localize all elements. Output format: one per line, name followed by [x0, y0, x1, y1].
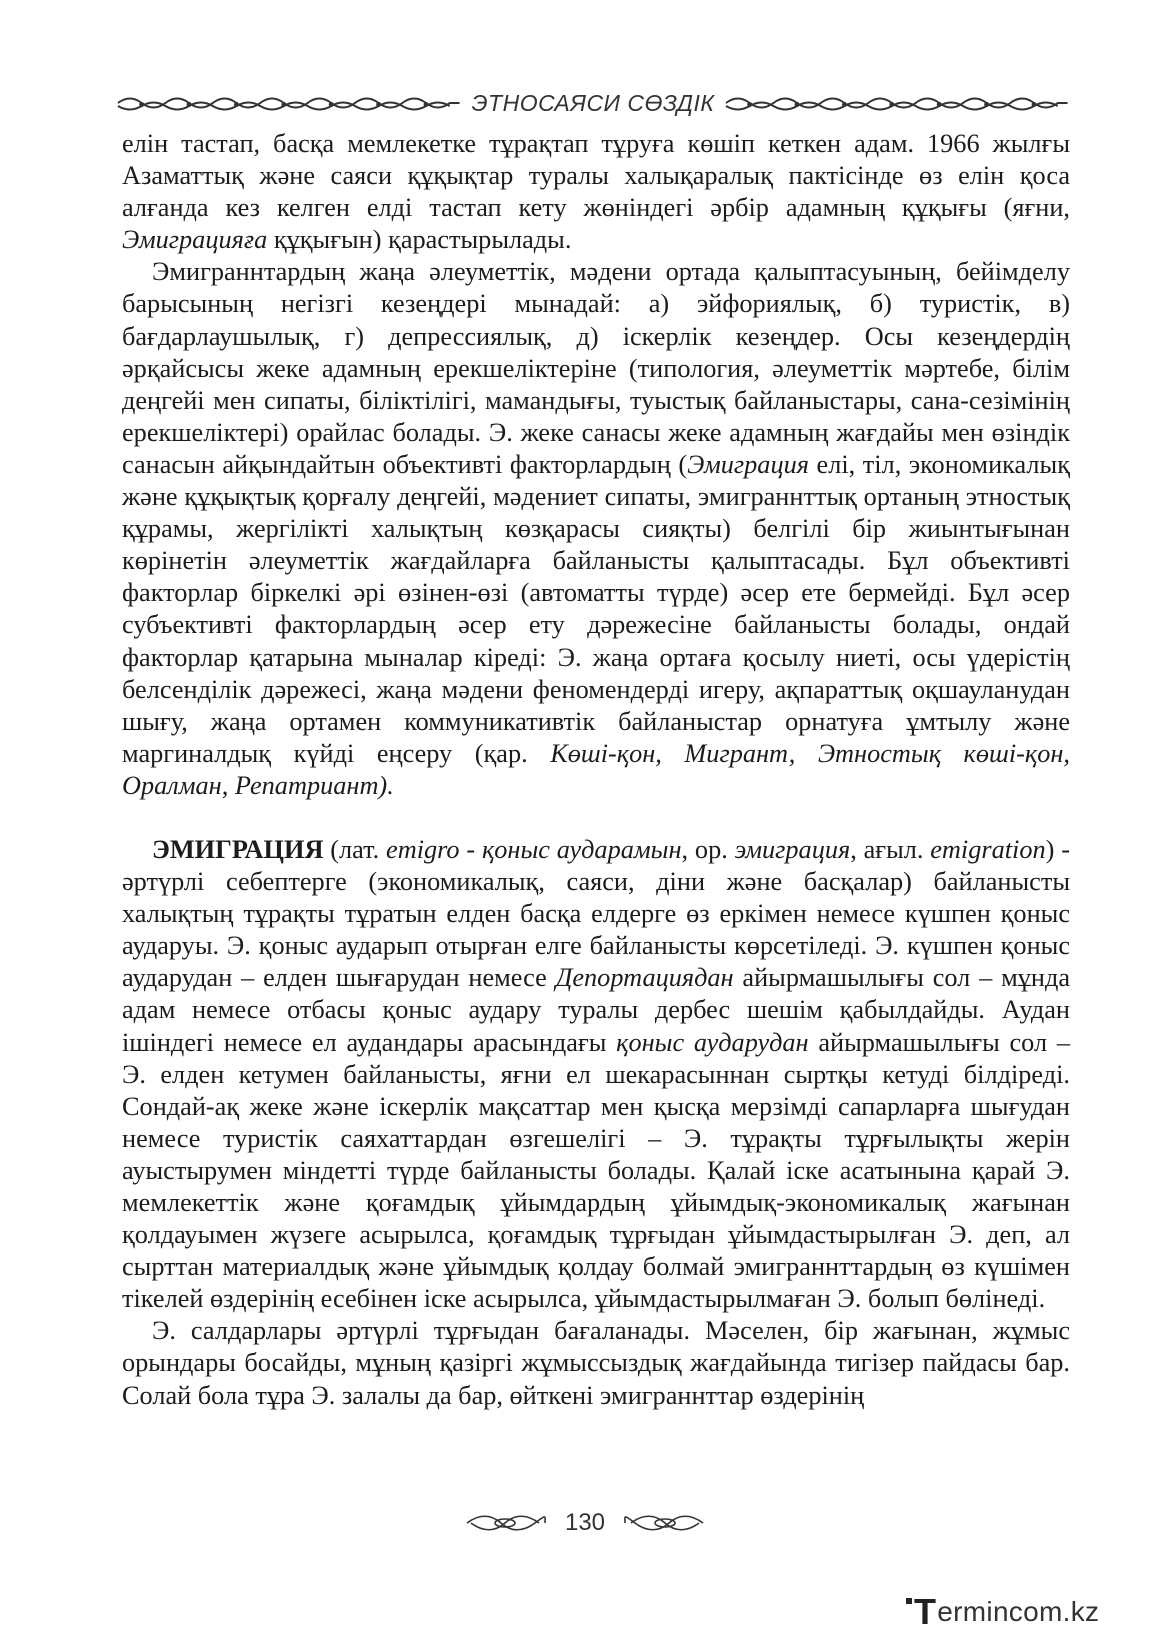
paragraph-p4 [122, 1315, 1070, 1411]
paragraph-p2 [122, 256, 1070, 802]
ornament-right-icon [724, 92, 1070, 114]
italic-term: Депортациядан [555, 963, 734, 993]
italic-term: emigro - қоныс аударамын [386, 834, 682, 864]
text-run: елі, тіл, экономикалық және құқықтық қорғалу деңгейі, мәдениет сипаты, эмиграннттық ортаның этностық құрамы, жергілікті халықтың көзқарасы сияқты) белгілі бір жиынтығынан көрінетін әлеуметтік жағдайларға байланысты қалыптасады. Бұл объективті факторлар біркелкі әрі өзінен-өзі (автоматты түрде) әсер ете бермейді. Бұл әсер субъективті факторлардың әсер ету дәрежесіне байланысты болады, ондай факторлар қатарына мыналар кіреді: Э. жаңа ортаға қосылу ниеті, осы үдерістің белсенділік дәрежесі, жаңа мәдени феномендерді игеру, ақпараттық оқшауланудан шығу, жаңа ортамен коммуникативтік байланыстар орнатуға ұмтылу және маргиналдық күйді еңсеру (қар. [122, 449, 1070, 768]
text-run: , ор. [681, 834, 735, 864]
watermark-text-part: erminc [937, 1596, 1024, 1627]
site-watermark [914, 1591, 1124, 1632]
header-title: ЭТНОСАЯСИ СӨЗДІК [471, 89, 715, 116]
flourish-right-icon [623, 1512, 705, 1534]
watermark-initial: T [914, 1591, 937, 1632]
italic-term: Эмиграцияға [122, 225, 268, 255]
page-number: 130 [564, 1509, 606, 1536]
text-run: ) - әртүрлі себептерге (экономикалық, саяси, діни және басқалар) байланысты халықтың тұрақты тұратын елден басқа елдерге өз еркімен немесе күшпен қоныс аударуы. Э. қоныс аударып отырған елге байланысты көрсетіледі. Э. күшпен қоныс аударудан – елден шығарудан немесе [122, 834, 1071, 993]
italic-term: қоныс аударудан [616, 1027, 809, 1057]
text-run: құқығын) қарастырылады. [267, 225, 572, 255]
running-header [116, 86, 1070, 120]
text-run: айырмашылығы сол – Э. елден кетумен байланысты, яғни ел шекарасыннан сыртқы кетуді білдіреді. Сондай-ақ жеке және іскерлік мақсаттар мен қысқа мерзімді сапарларға шығудан немесе туристік саяхаттардан өзгешелігі – Э. тұрақты тұрғылықты жерін ауыстырумен міндетті түрде байланысты болады. Қалай іске асатынына қарай Э. мемлекеттік және қоғамдық ұйымдардың ұйымдық-экономикалық жағынан қолдауымен жүзеге асырылса, қоғамдық тұрғыдан ұйымдастырылған Э. деп, ал сырттан материалдық және ұйымдық қолдау болмай эмиграннттардың өз күшімен тікелей өздерінің есебінен іске асырылса, ұйымдастырылмаған Э. болып бөлінеді. [122, 1027, 1070, 1314]
text-run: елін тастап, басқа мемлекетке тұрақтап тұруға көшіп кеткен адам. 1966 жылғы Азаматтық және саяси құқықтар туралы халықаралық пактісінде өз елін қоса алғанда кез келген елді тастап кету жөніндегі әрбір адамның құқығы (яғни, [122, 129, 1070, 223]
watermark-text-end: m.kz [1039, 1596, 1100, 1627]
page-body [122, 128, 1070, 1412]
watermark-letter-o: o [1023, 1596, 1039, 1627]
italic-term: эмиграция [734, 834, 851, 864]
text-run: Эмиграннтардың жаңа әлеуметтік, мәдени ортада қалыптасуының, бейімделу барысының негізгі кезеңдері мынадай: а) эйфориялық, б) туристік, в) бағдарлаушылық, г) депрессиялық, д) іскерлік кезеңдер. Осы кезеңдердің әрқайсысы жеке адамның ерекшеліктеріне (типология, әлеуметтік мәртебе, білім деңгейі мен сипаты, біліктілігі, мамандығы, туыстық байланыстары, сана-сезімінің ерекшеліктері) орайлас болады. Э. жеке санасы жеке адамның жағдайы мен өзіндік санасын айқындайтын объективті факторлардың ( [122, 257, 1070, 479]
ornament-left-icon [116, 92, 462, 114]
text-run: айырмашылығы сол – мұнда адам немесе отбасы қоныс аудару туралы дербес шешім қабылдайды. Аудан ішіндегі немесе ел аудандары арасындағы [122, 963, 1070, 1057]
text-run: , ағыл. [850, 834, 931, 864]
flourish-left-icon [465, 1512, 547, 1534]
entry-headword: ЭМИГРАЦИЯ [152, 834, 324, 864]
page-footer [450, 1507, 720, 1539]
paragraph-p3 [122, 834, 1070, 1315]
italic-term: Көші-қон, Мигрант, Этностық көші-қон, Оралман, Репатриант). [122, 738, 1070, 800]
paragraph-p1 [122, 128, 1070, 256]
italic-term: Эмиграция [687, 449, 809, 479]
text-run: (лат. [323, 834, 387, 864]
italic-term: emigration [930, 834, 1046, 864]
text-run: Э. салдарлары әртүрлі тұрғыдан бағаланады. Мәселен, бір жағынан, жұмыс орындары босайды, мұның қазіргі жұмыссыздық жағдайында тигізер пайдасы бар. Солай бола тұра Э. залалы да бар, өйткені эмиграннттар өздерінің [122, 1316, 1070, 1410]
